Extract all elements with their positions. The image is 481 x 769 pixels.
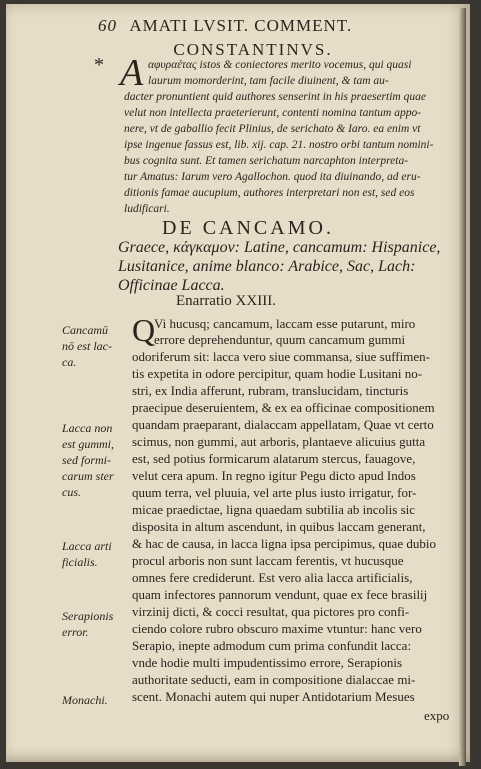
- text-line: nere, vt de gaballio fecit Plinius, de serichato & Iaro. ea enim vt: [124, 123, 421, 135]
- text-line: est, sed potius formicarum alatarum stercus, fauagove,: [132, 451, 416, 466]
- margin-note-line: cus.: [62, 485, 81, 499]
- text-line: velut non intellecta praeterierunt, contenti nomina tantum appo-: [124, 107, 422, 119]
- text-line: quum terra, vel pluuia, vel arte plus iusto irrigatur, for-: [132, 485, 417, 500]
- margin-note-line: ficialis.: [62, 555, 98, 569]
- text-line: ditionis famae aucupium, authores interpretari non est, sed eos: [124, 187, 415, 199]
- text-line: αφυραέτας istos & coniectores merito vocemus, qui quasi: [148, 59, 412, 71]
- running-title: AMATI LVSIT. COMMENT.: [129, 16, 353, 35]
- margin-note-line: ca.: [62, 355, 77, 369]
- margin-note-line: est gummi,: [62, 437, 114, 451]
- text-line: dacter pronuntient quid authores senserint in his praesertim quae: [124, 91, 426, 103]
- margin-note-monachi: [62, 692, 132, 708]
- text-line: omnes fere crediderunt. Est vero alia lacca artificialis,: [132, 570, 413, 585]
- drop-cap-q: Q: [132, 312, 156, 348]
- book-page: [6, 4, 470, 762]
- text-line: disposita in altum ascendunt, in quibus laccam generant,: [132, 519, 426, 534]
- text-line: ciendo colore rubro obscuro maxime vtuntur: hanc vero: [132, 621, 422, 636]
- text-line: procul arboris non sunt laccam ferentis, vt hucusque: [132, 553, 404, 568]
- text-line: odoriferum sit: lacca vero siue commansa, siue suffimen-: [132, 349, 430, 364]
- names-line: Officinae Lacca.: [118, 277, 225, 294]
- margin-note-line: Lacca non: [62, 421, 113, 435]
- margin-note-line: Lacca arti: [62, 539, 112, 553]
- margin-note-lacca-artificialis: [62, 538, 132, 570]
- asterisk-mark: *: [94, 54, 104, 76]
- text-line: praecipue deseruientem, & ex ea officinae compositionem: [132, 400, 435, 415]
- margin-note-serapionis: [62, 608, 132, 640]
- text-line: quandam praeparant, dialaccam appellatam, Quae vt certo: [132, 417, 434, 432]
- text-line: velut cera apum. In regno igitur Pegu dicto apud Indos: [132, 468, 416, 483]
- section-heading-constantinus: CONSTANTINVS.: [173, 40, 333, 59]
- margin-note-line: error.: [62, 625, 89, 639]
- margin-note-line: Cancamū: [62, 323, 108, 337]
- text-line: & hac de causa, in lacca ligna ipsa percipimus, quae dubio: [132, 536, 436, 551]
- text-line: ipse ingenue fassus est, lib. xij. cap. 21. nostro orbi tantum nomini-: [124, 139, 434, 151]
- page-number: 60: [98, 16, 117, 35]
- text-line: stri, ex India afferunt, rubram, translucidam, tincturis: [132, 383, 409, 398]
- text-line: scent. Monachi autem qui nuper Antidotarium Mesues: [132, 689, 415, 704]
- text-line: quam infectores pannorum vendunt, quae ex fece brasilij: [132, 587, 428, 602]
- names-line: Lusitanice, anime blanco: Arabice, Sac, Lach:: [118, 258, 416, 275]
- text-line: ludificari.: [124, 203, 170, 215]
- text-line: errore deprehenduntur, quum cancamum gummi: [154, 332, 406, 347]
- text-line: vnde hodie multi impudentissimo errore, Serapionis: [132, 655, 403, 670]
- text-line: scimus, non gummi, aut arboris, plantaeve alicuius gutta: [132, 434, 426, 449]
- margin-note-line: nō est lac-: [62, 339, 112, 353]
- text-line: laurum momorderint, tam facile diuinent, & tam au-: [148, 75, 389, 87]
- margin-note-cancamum: [62, 322, 132, 370]
- running-header: [98, 16, 438, 36]
- text-line: tis expetita in odore percipitur, quam hodie Lusitani no-: [132, 366, 423, 381]
- text-line: authoritate seducti, eam in compositione dialaccae mi-: [132, 672, 416, 687]
- margin-note-lacca-non-gummi: [62, 420, 132, 500]
- text-line: micae praedictae, ligna quaedam subtilia ab incolis sic: [132, 502, 416, 517]
- section-heading-de-cancamo: DE CANCAMO.: [162, 217, 334, 239]
- text-line: tur Amatus: Iarum vero Agallochon. quod ita diuinando, ad eru-: [124, 171, 421, 183]
- text-line: virzinij dicti, & cocci resultat, qua pictores pro confi-: [132, 604, 410, 619]
- text-line: bus cognita sunt. Et tamen serichatum narcaphton interpreta-: [124, 155, 409, 167]
- page-edge: [459, 8, 466, 766]
- margin-note-line: Serapionis: [62, 609, 114, 623]
- margin-note-line: carum ster: [62, 469, 114, 483]
- drop-cap-a: A: [120, 52, 144, 94]
- margin-note-line: sed formi-: [62, 453, 111, 467]
- margin-note-line: Monachi.: [62, 693, 108, 707]
- catchword: expo: [424, 708, 450, 723]
- enarratio-heading: Enarratio XXIII.: [176, 293, 276, 309]
- text-line: Vi hucusq; cancamum, laccam esse putarunt, miro: [154, 316, 416, 331]
- text-line: Serapio, inepte admodum cum prima confundit lacca:: [132, 638, 412, 653]
- names-line: Graece, κάγκαμον: Latine, cancamum: Hispanice,: [118, 239, 441, 256]
